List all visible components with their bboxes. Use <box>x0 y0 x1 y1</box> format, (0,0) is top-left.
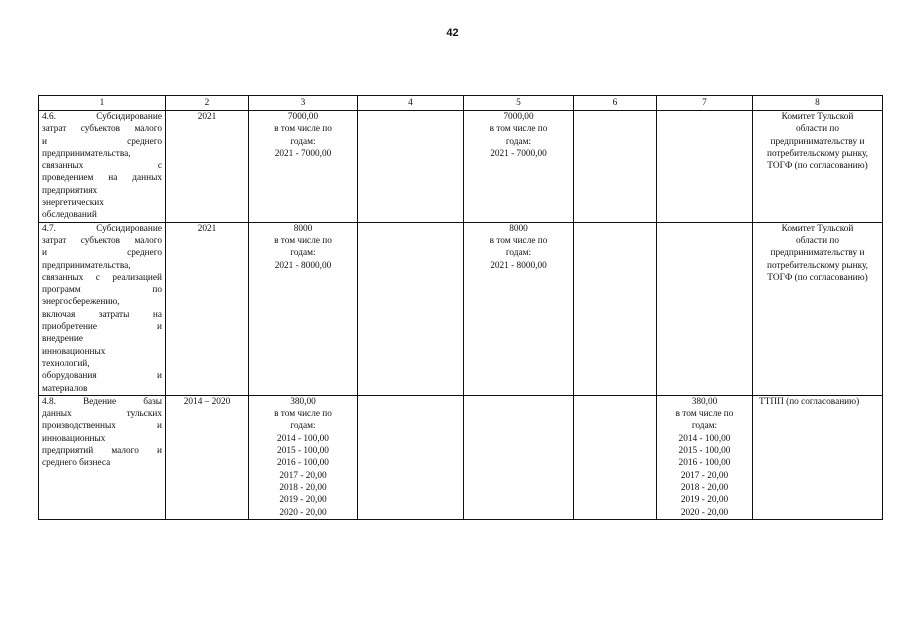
description-line: программ по <box>42 285 162 296</box>
column-header: 4 <box>358 96 464 111</box>
responsible-line: области по <box>795 124 840 135</box>
amount-line: 2015 - 100,00 <box>678 446 731 457</box>
amount-line: 380,00 <box>691 396 718 407</box>
responsible-line: Комитет Тульской <box>781 112 854 122</box>
amount-line: 2021 - 7000,00 <box>274 148 332 159</box>
municipal-funding-cell <box>574 222 657 395</box>
description-line: предпринимательства, <box>42 148 131 159</box>
description-line: данных тульских <box>42 409 162 420</box>
column-header: 3 <box>249 96 358 111</box>
description-line: энергетических <box>42 198 104 209</box>
amount-line: 8000 <box>509 223 528 234</box>
amount-line: в том числе по <box>274 235 332 246</box>
amount-line: 2017 - 20,00 <box>279 470 327 481</box>
description-line: предпринимательства, <box>42 260 131 271</box>
amount-line: в том числе по <box>489 235 548 246</box>
period-cell <box>166 222 249 395</box>
regional-funding-cell <box>464 395 574 519</box>
amount-line: 2016 - 100,00 <box>678 458 731 469</box>
period-cell <box>166 395 249 519</box>
description-line: предприятиях <box>42 185 98 196</box>
extrabudget-funding-cell <box>657 395 753 519</box>
responsible-line: ТОГФ (по согласованию) <box>767 161 868 172</box>
municipal-funding-cell <box>574 111 657 223</box>
description-line: производственных и <box>42 421 162 432</box>
regional-funding-cell <box>464 222 574 395</box>
amount-line: 7000,00 <box>503 112 534 122</box>
federal-funding-cell <box>358 111 464 223</box>
description-line: предприятий малого и <box>42 446 162 457</box>
column-header: 8 <box>753 96 883 111</box>
description-line: 4.6. Субсидирование <box>42 112 162 122</box>
period-text: 2014 – 2020 <box>183 396 231 407</box>
responsible-line: предпринимательству и <box>770 248 865 259</box>
responsible-line: ТОГФ (по согласованию) <box>767 272 868 283</box>
header-row <box>39 96 883 111</box>
period-text: 2021 <box>197 223 217 234</box>
responsible-line: предпринимательству и <box>770 136 865 147</box>
amount-line: 2019 - 20,00 <box>680 495 729 506</box>
amount-line: 2016 - 100,00 <box>277 458 329 469</box>
responsible-line: ТТПП (по согласованию) <box>759 396 860 407</box>
municipal-funding-cell <box>574 395 657 519</box>
responsible-cell <box>753 111 883 223</box>
description-line: связанных с <box>42 161 162 172</box>
amount-line: 2018 - 20,00 <box>680 482 729 493</box>
column-header: 1 <box>39 96 166 111</box>
total-funding-cell <box>249 111 358 223</box>
amount-line: 2021 - 8000,00 <box>274 260 332 271</box>
description-line: приобретение и <box>42 322 162 333</box>
description-line: среднего бизнеса <box>42 458 111 469</box>
amount-line: в том числе по <box>489 124 548 135</box>
amount-line: 8000 <box>293 223 313 234</box>
description-line: связанных с реализацией <box>42 272 162 283</box>
amount-line: годам: <box>290 248 316 259</box>
amount-line: 2014 - 100,00 <box>678 433 731 444</box>
responsible-line: Комитет Тульской <box>781 223 854 234</box>
amount-line: 2021 - 8000,00 <box>490 260 547 271</box>
amount-line: 2017 - 20,00 <box>680 470 729 481</box>
responsible-cell <box>753 222 883 395</box>
description-line: технологий, <box>42 358 90 369</box>
total-funding-cell <box>249 222 358 395</box>
regional-funding-cell <box>464 111 574 223</box>
amount-line: годам: <box>505 136 532 147</box>
amount-line: годам: <box>290 136 316 147</box>
column-header: 7 <box>657 96 753 111</box>
description-line: 4.7. Субсидирование <box>42 223 162 234</box>
measure-description-cell <box>39 222 166 395</box>
description-line: внедрение <box>42 334 83 345</box>
amount-line: 2020 - 20,00 <box>279 507 327 518</box>
description-line: затрат субъектов малого <box>42 235 162 246</box>
amount-line: 2021 - 7000,00 <box>490 148 547 159</box>
responsible-line: потребительскому рынку, <box>766 260 869 271</box>
column-header: 2 <box>166 96 249 111</box>
table-row <box>39 222 883 395</box>
responsible-cell <box>753 395 883 519</box>
amount-line: 2015 - 100,00 <box>277 446 329 457</box>
description-line: проведением на данных <box>42 173 162 184</box>
column-header: 6 <box>574 96 657 111</box>
description-line: обследований <box>42 210 97 221</box>
description-line: энергосбережению, <box>42 297 120 308</box>
amount-line: 7000,00 <box>287 112 319 122</box>
amount-line: годам: <box>290 421 316 432</box>
total-funding-cell <box>249 395 358 519</box>
amount-line: 380,00 <box>290 396 316 407</box>
description-line: инновационных <box>42 346 106 357</box>
measure-description-cell <box>39 395 166 519</box>
extrabudget-funding-cell <box>657 222 753 395</box>
amount-line: 2020 - 20,00 <box>680 507 729 518</box>
description-line: материалов <box>42 383 88 394</box>
description-line: и среднего <box>42 248 162 259</box>
description-line: инновационных <box>42 433 106 444</box>
period-text: 2021 <box>197 112 217 122</box>
table-row <box>39 395 883 519</box>
description-line: затрат субъектов малого <box>42 124 162 135</box>
column-header: 5 <box>464 96 574 111</box>
description-line: и среднего <box>42 136 162 147</box>
program-measures-table <box>38 95 883 520</box>
amount-line: 2018 - 20,00 <box>279 482 327 493</box>
federal-funding-cell <box>358 222 464 395</box>
federal-funding-cell <box>358 395 464 519</box>
amount-line: в том числе по <box>675 409 734 420</box>
amount-line: годам: <box>691 421 718 432</box>
amount-line: в том числе по <box>274 409 332 420</box>
amount-line: 2014 - 100,00 <box>277 433 329 444</box>
measure-description-cell <box>39 111 166 223</box>
amount-line: годам: <box>505 248 532 259</box>
description-line: включая затраты на <box>42 309 162 320</box>
extrabudget-funding-cell <box>657 111 753 223</box>
period-cell <box>166 111 249 223</box>
amount-line: 2019 - 20,00 <box>279 495 327 506</box>
description-line: оборудования и <box>42 371 162 382</box>
amount-line: в том числе по <box>274 124 332 135</box>
table-row <box>39 111 883 223</box>
responsible-line: потребительскому рынку, <box>766 148 869 159</box>
description-line: 4.8. Ведение базы <box>42 396 162 407</box>
page-number: 42 <box>446 27 459 39</box>
responsible-line: области по <box>795 235 840 246</box>
